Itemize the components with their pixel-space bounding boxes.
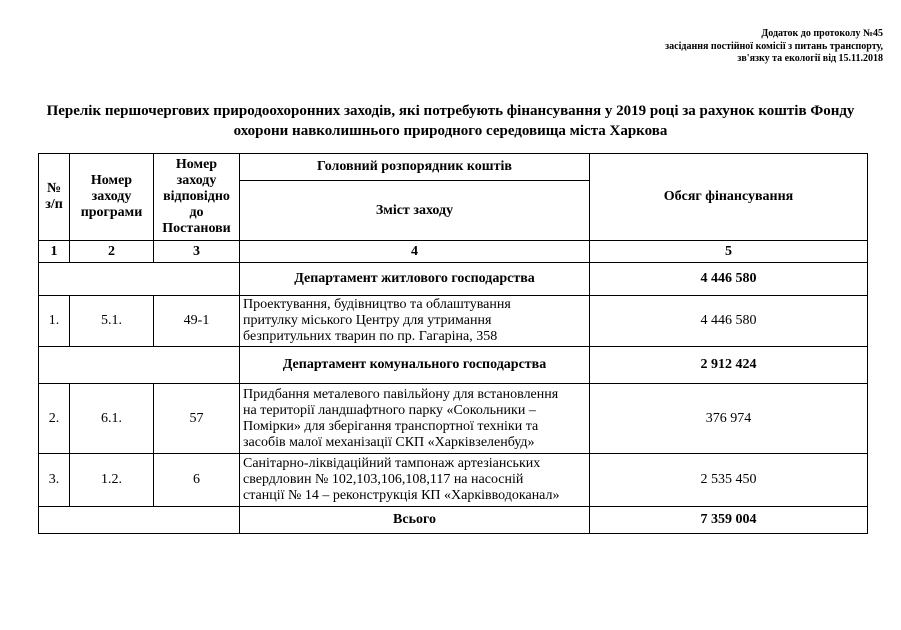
department-name: Департамент житлового господарства <box>240 263 590 296</box>
row-number: 1. <box>39 296 70 347</box>
department-total: 2 912 424 <box>590 347 868 384</box>
content-line: засобів малої механізації СКП «Харківзеленбуд» <box>243 434 535 450</box>
numbering-cell: 2 <box>70 241 154 263</box>
content-line: станції № 14 – реконструкція КП «Харківводоканал» <box>243 488 560 503</box>
department-name: Департамент комунального господарства <box>240 347 590 384</box>
row-amount: 2 535 450 <box>590 454 868 507</box>
table-row <box>39 296 868 347</box>
header-main-manager: Головний розпорядник коштів <box>240 154 590 181</box>
attachment-line-1: Додаток до протоколу №45 <box>761 28 883 39</box>
header-program-number: Номер заходу програми <box>70 154 154 241</box>
department-row <box>39 347 868 384</box>
title-line-1: Перелік першочергових природоохоронних заходів, які потребують фінансування у 2019 році за рахунок коштів Фонду <box>46 103 855 119</box>
total-row <box>39 507 868 534</box>
header-content: Зміст заходу <box>240 181 590 241</box>
empty-cell <box>39 507 240 534</box>
numbering-row <box>39 241 868 263</box>
total-value: 7 359 004 <box>590 507 868 534</box>
header-funding: Обсяг фінансування <box>590 154 868 241</box>
row-amount: 4 446 580 <box>590 296 868 347</box>
content-line: безпритульних тварин по пр. Гагаріна, 358 <box>243 329 498 344</box>
row-number: 2. <box>39 384 70 454</box>
row-content <box>240 296 590 347</box>
table-row <box>39 454 868 507</box>
row-content <box>240 454 590 507</box>
row-content <box>240 384 590 454</box>
numbering-cell: 1 <box>39 241 70 263</box>
content-line: Проектування, будівництво та облаштування <box>243 297 511 312</box>
department-total: 4 446 580 <box>590 263 868 296</box>
measures-table <box>38 153 868 534</box>
row-program-number: 1.2. <box>70 454 154 507</box>
content-line: Придбання металевого павільйону для встановлення <box>243 386 559 402</box>
content-line: Санітарно-ліквідаційний тампонаж артезіанських <box>243 456 541 471</box>
empty-cell <box>39 347 240 384</box>
row-program-number: 6.1. <box>70 384 154 454</box>
attachment-line-3: зв'язку та екології від 15.11.2018 <box>737 53 883 64</box>
document-title <box>0 101 901 141</box>
content-line: свердловин № 102,103,106,108,117 на насосній <box>243 472 524 487</box>
header-decree-number: Номер заходу відповідно до Постанови <box>154 154 240 241</box>
content-line: Помірки» для зберігання транспортної техніки та <box>243 418 539 434</box>
table-row <box>39 384 868 454</box>
row-program-number: 5.1. <box>70 296 154 347</box>
header-row <box>39 154 868 181</box>
header-number: № з/п <box>39 154 70 241</box>
row-decree-number: 49-1 <box>154 296 240 347</box>
empty-cell <box>39 263 240 296</box>
title-line-2: охорони навколишнього природного середовища міста Харкова <box>233 123 668 139</box>
row-number: 3. <box>39 454 70 507</box>
row-decree-number: 6 <box>154 454 240 507</box>
content-line: притулку міського Центру для утримання <box>243 313 492 328</box>
attachment-line-2: засідання постійної комісії з питань транспорту, <box>665 40 883 52</box>
attachment-note <box>665 28 883 66</box>
total-label: Всього <box>240 507 590 534</box>
content-line: на території ландшафтного парку «Сокольники – <box>243 402 536 418</box>
row-decree-number: 57 <box>154 384 240 454</box>
numbering-cell: 4 <box>240 241 590 263</box>
numbering-cell: 3 <box>154 241 240 263</box>
numbering-cell: 5 <box>590 241 868 263</box>
row-amount: 376 974 <box>590 384 868 454</box>
department-row <box>39 263 868 296</box>
